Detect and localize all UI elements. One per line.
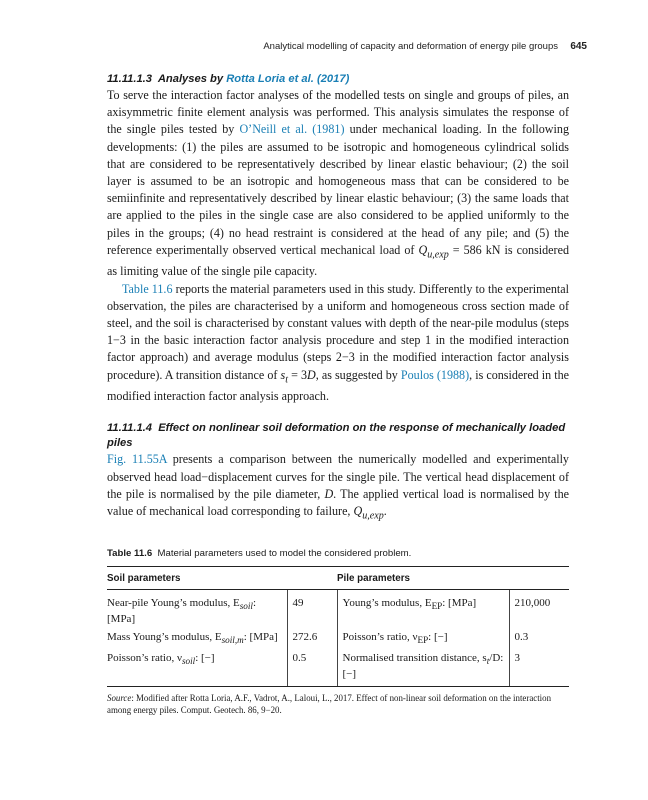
- text-run: reports the material parameters used in this study. Differently to the experimental observation, the piles are characterised by a uniform and homogeneous cross section made of steel, and the soil is characterised by constant values with depth of the near-pile modulus (steps 1−3 in the basic interaction factor analysis procedure and step 1 in the modified interaction factor approach) and average modulus (steps 2−3 in the modified interaction factor analysis procedure). A transition distance of: [107, 281, 569, 382]
- reference-link-poulos[interactable]: Poulos (1988): [400, 367, 470, 382]
- section-heading-11-11-1-3: [107, 72, 569, 87]
- page-content: [107, 72, 569, 716]
- table-caption: [107, 547, 569, 560]
- cell-unit: : [MPa]: [442, 596, 477, 609]
- table-row: [107, 589, 569, 628]
- cell-subscript: soil: [239, 600, 253, 611]
- cell-unit: : [MPa]: [243, 630, 278, 643]
- cell-text: Mass Young’s modulus, E: [107, 630, 222, 643]
- text-run: , is considered in the modified interaction factor analysis approach.: [107, 367, 570, 404]
- paragraph-material-parameters: [107, 281, 569, 406]
- pile-value-cell: 0.3: [509, 628, 569, 649]
- running-title: Analytical modelling of capacity and deformation of energy pile groups: [263, 41, 558, 52]
- column-header-pile: Pile parameters: [337, 566, 569, 589]
- cell-subscript: EP: [417, 635, 429, 646]
- table-label: Table 11.6: [107, 547, 153, 559]
- cell-subscript: soil: [181, 656, 196, 667]
- pile-parameter-cell: [337, 628, 509, 649]
- cell-text: Poisson’s ratio, ν: [342, 630, 418, 643]
- text-run: To serve the interaction factor analyses of the modelled tests on single and groups of piles, an axisymmetric finite element analysis was performed. This analysis simulates the response of the single piles tested by: [107, 88, 569, 137]
- soil-value-cell: 49: [287, 589, 337, 628]
- text-run: under mechanical loading. In the following developments: (1) the piles are assumed to be isotropic and homogeneous cylindrical solids that are considered to be representatively described by linear elastic behaviour; (2) the soil layer is assumed to be an isotropic and homogeneous mass that can be considered to be semiinfinite and representatively described by linear elastic behaviour; (3) the same loads that are applied to the piles in the single case are also considered to be applied uniformly to the piles in the groups; (4) no head restraint is considered at the head of any pile; and (5) the reference experimentally observed vertical mechanical load of: [107, 122, 569, 257]
- subscript-u-exp: u,exp: [362, 510, 384, 522]
- cell-subscript: t: [486, 656, 490, 667]
- text-run: = 586 kN is considered as limiting value of the single pile capacity.: [107, 242, 569, 279]
- page-number: 645: [570, 41, 587, 52]
- cell-subscript: EP: [431, 600, 443, 611]
- cell-text: Near-pile Young’s modulus, E: [107, 596, 240, 609]
- table-row: [107, 628, 569, 649]
- soil-parameter-cell: [107, 589, 287, 628]
- pile-value-cell: 3: [509, 649, 569, 687]
- section-number: 11.11.1.3: [107, 73, 152, 85]
- section-heading-11-11-1-4: [107, 421, 569, 451]
- reference-link-fig-11-55a[interactable]: Fig. 11.55A: [107, 452, 167, 467]
- reference-link-oneill[interactable]: O’Neill et al. (1981): [239, 122, 345, 137]
- cell-text: Normalised transition distance, s: [342, 652, 487, 665]
- pile-parameter-cell: [337, 589, 509, 628]
- symbol-q: Q: [353, 504, 363, 519]
- cell-unit: : [−]: [195, 652, 215, 665]
- table-source-note: [107, 692, 569, 716]
- cell-text: Poisson’s ratio, ν: [107, 652, 182, 665]
- text-run: .: [383, 504, 387, 519]
- source-label: Source: [107, 693, 132, 704]
- material-parameters-table: [107, 566, 569, 688]
- cell-text: Young’s modulus, E: [342, 596, 432, 609]
- section-reference-link[interactable]: Rotta Loria et al. (2017): [226, 73, 350, 85]
- text-run: . The applied vertical load is normalised by the value of mechanical load corresponding to failure,: [107, 486, 569, 519]
- paragraph-load-displacement: [107, 451, 569, 524]
- text-run: , as suggested by: [315, 367, 401, 382]
- subscript-u-exp: u,exp: [427, 249, 449, 261]
- soil-value-cell: 272.6: [287, 628, 337, 649]
- table-header-row: [107, 566, 569, 589]
- soil-parameter-cell: [107, 628, 287, 649]
- cell-subscript: soil,m: [221, 635, 244, 646]
- cell-unit: : [−]: [428, 630, 448, 643]
- pile-parameter-cell: [337, 649, 509, 687]
- paragraph-fe-analysis: [107, 87, 569, 281]
- section-title: Effect on nonlinear soil deformation on the response of mechanically loaded piles: [107, 422, 566, 450]
- page-header: [0, 41, 648, 55]
- cell-unit: : [MPa]: [107, 596, 256, 625]
- column-header-soil: Soil parameters: [107, 566, 337, 589]
- symbol-d: D: [307, 367, 316, 382]
- cell-unit: /D: [−]: [342, 652, 504, 681]
- soil-parameter-cell: [107, 649, 287, 687]
- source-text: : Modified after Rotta Loria, A.F., Vadrot, A., Laloui, L., 2017. Effect of non-linear soil deformation on the interaction among energy piles. Comput. Geotech. 86, 9−20.: [107, 693, 552, 716]
- text-run: = 3: [288, 367, 308, 382]
- text-run: presents a comparison between the numerically modelled and experimentally observed head load−displacement curves for the single pile. The vertical head displacement of the pile is normalised by the pile diameter,: [107, 452, 569, 501]
- symbol-d: D: [324, 486, 334, 501]
- table-caption-text: Material parameters used to model the considered problem.: [157, 547, 412, 559]
- subscript-t: t: [285, 374, 289, 386]
- section-number: 11.11.1.4: [107, 422, 152, 435]
- section-title: Analyses by: [157, 73, 224, 85]
- soil-value-cell: 0.5: [287, 649, 337, 687]
- reference-link-table-11-6[interactable]: Table 11.6: [122, 281, 173, 296]
- symbol-q: Q: [418, 242, 428, 257]
- pile-value-cell: 210,000: [509, 589, 569, 628]
- symbol-s: s: [280, 367, 286, 382]
- table-row: [107, 649, 569, 687]
